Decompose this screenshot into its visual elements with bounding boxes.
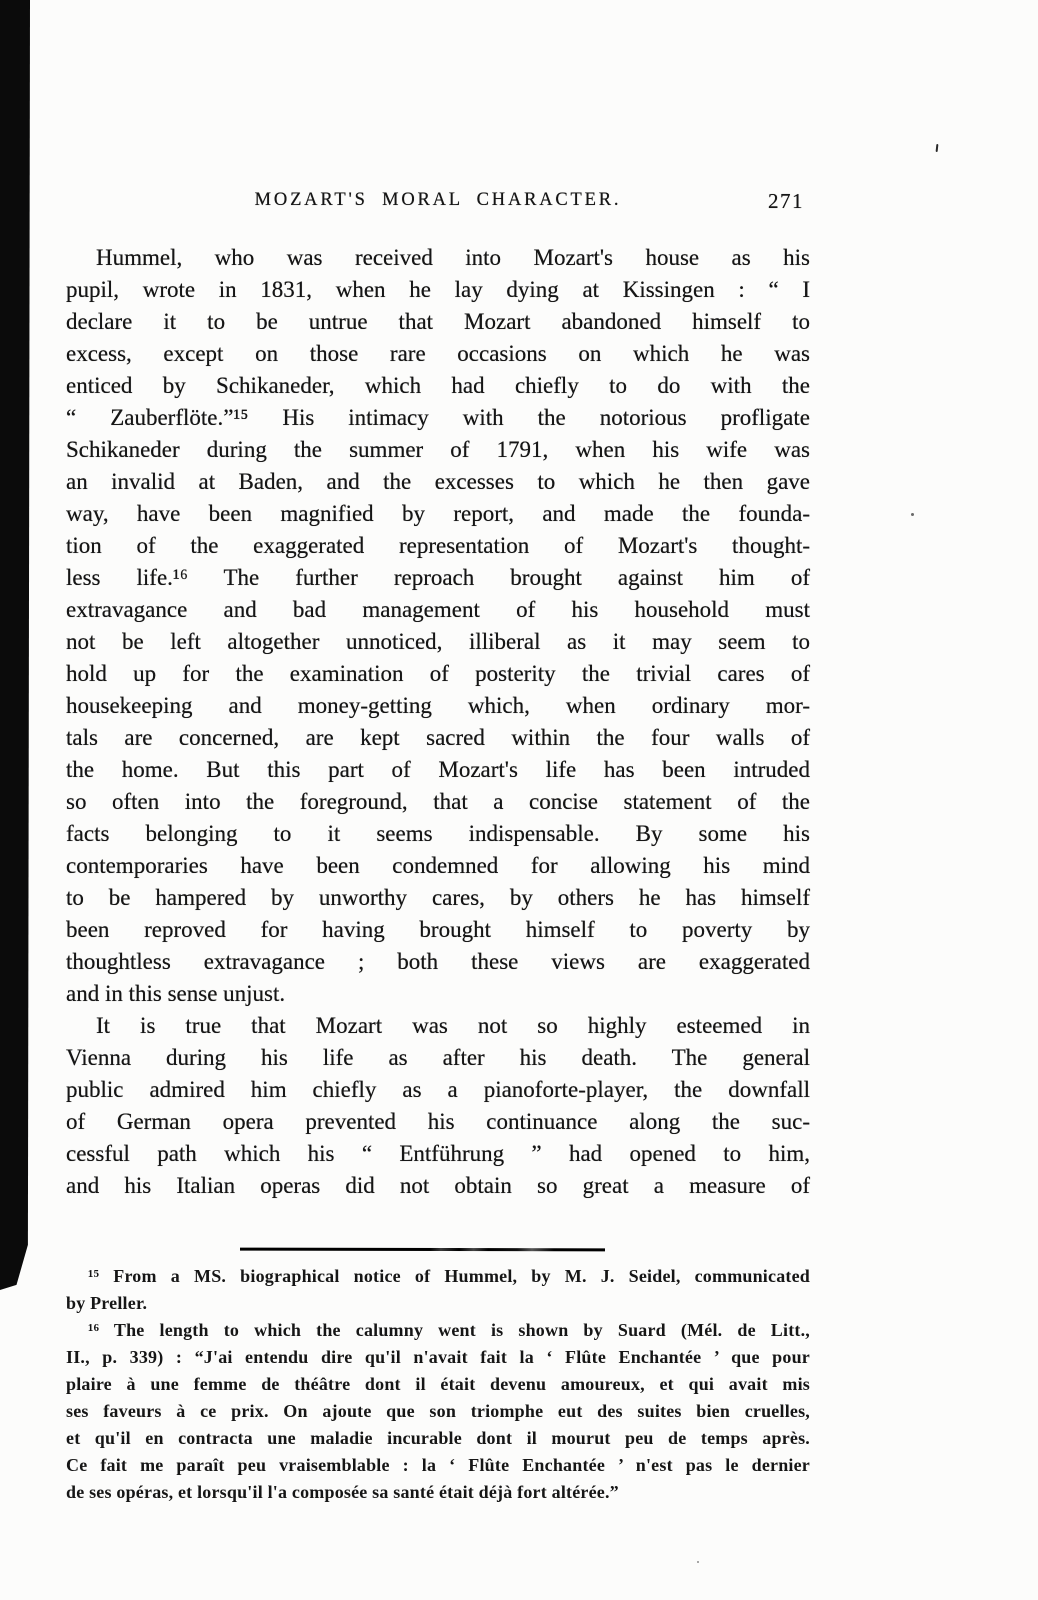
text-line: way, have been magnified by report, and made the founda-: [66, 501, 810, 526]
body-paragraphs: [66, 242, 810, 1202]
text-line: and in this sense unjust.: [66, 981, 286, 1006]
text-line: II., p. 339) : “J'ai entendu dire qu'il n'avait fait la ‘ Flûte Enchantée ’ que pour: [66, 1347, 810, 1367]
text-line: ¹⁶ The length to which the calumny went is shown by Suard (Mél. de Litt.,: [88, 1320, 810, 1340]
text-line: et qu'il en contracta une maladie incurable dont il mourut peu de temps après.: [66, 1428, 810, 1448]
text-line: to be hampered by unworthy cares, by others he has himself: [66, 885, 810, 910]
text-line: ¹⁵ From a MS. biographical notice of Hummel, by M. J. Seidel, communicated: [88, 1266, 810, 1286]
body-paragraph: [66, 1010, 810, 1202]
text-line: by Preller.: [66, 1293, 148, 1313]
scan-speck: [911, 513, 914, 516]
text-line: Schikaneder during the summer of 1791, when his wife was: [66, 437, 810, 462]
text-line: and his Italian operas did not obtain so great a measure of: [66, 1173, 810, 1198]
text-line: contemporaries have been condemned for allowing his mind: [66, 853, 810, 878]
text-line: tals are concerned, are kept sacred within the four walls of: [66, 725, 810, 750]
text-line: hold up for the examination of posterity the trivial cares of: [66, 661, 810, 686]
text-line: of German opera prevented his continuance along the suc-: [66, 1109, 810, 1134]
footnote-separator-rule: [240, 1248, 605, 1252]
text-line: excess, except on those rare occasions on which he was: [66, 341, 810, 366]
body-paragraph: [66, 242, 810, 1010]
text-line: declare it to be untrue that Mozart abandoned himself to: [66, 309, 810, 334]
text-line: cessful path which his “ Entführung ” had opened to him,: [66, 1141, 810, 1166]
text-line: Vienna during his life as after his death. The general: [66, 1045, 810, 1070]
footnote: [66, 1263, 810, 1317]
text-line: less life.¹⁶ The further reproach brought against him of: [66, 565, 810, 590]
text-line: tion of the exaggerated representation of Mozart's thought-: [66, 533, 810, 558]
scan-speck: [936, 144, 939, 152]
text-line: “ Zauberflöte.”¹⁵ His intimacy with the notorious profligate: [66, 405, 810, 430]
text-line: so often into the foreground, that a concise statement of the: [66, 789, 810, 814]
page-header: [66, 190, 810, 216]
text-line: ses faveurs à ce prix. On ajoute que son triomphe eut des suites bien cruelles,: [66, 1401, 810, 1421]
text-line: not be left altogether unnoticed, illiberal as it may seem to: [66, 629, 810, 654]
text-line: thoughtless extravagance ; both these views are exaggerated: [66, 949, 810, 974]
text-line: public admired him chiefly as a pianoforte-player, the downfall: [66, 1077, 810, 1102]
page-number: 271: [768, 189, 804, 213]
text-line: facts belonging to it seems indispensable. By some his: [66, 821, 810, 846]
text-line: plaire à une femme de théâtre dont il était devenu amoureux, et qui avait mis: [66, 1374, 810, 1394]
scan-speck: [697, 1561, 699, 1563]
text-line: de ses opéras, et lorsqu'il l'a composée sa santé était déjà fort altérée.”: [66, 1482, 619, 1502]
scan-gutter-shadow: [0, 0, 30, 1290]
text-line: extravagance and bad management of his household must: [66, 597, 810, 622]
text-line: been reproved for having brought himself to poverty by: [66, 917, 810, 942]
text-line: It is true that Mozart was not so highly esteemed in: [96, 1013, 810, 1038]
footnotes: [66, 1263, 810, 1506]
running-head: MOZART'S MORAL CHARACTER.: [254, 190, 622, 210]
text-line: Hummel, who was received into Mozart's house as his: [96, 245, 810, 270]
text-line: housekeeping and money-getting which, when ordinary mor-: [66, 693, 810, 718]
text-block: [66, 190, 810, 1506]
text-line: Ce fait me paraît peu vraisemblable : la ‘ Flûte Enchantée ’ n'est pas le dernier: [66, 1455, 810, 1475]
footnote: [66, 1317, 810, 1506]
text-line: the home. But this part of Mozart's life has been intruded: [66, 757, 810, 782]
text-line: pupil, wrote in 1831, when he lay dying at Kissingen : “ I: [66, 277, 810, 302]
text-line: an invalid at Baden, and the excesses to which he then gave: [66, 469, 810, 494]
text-line: enticed by Schikaneder, which had chiefly to do with the: [66, 373, 810, 398]
